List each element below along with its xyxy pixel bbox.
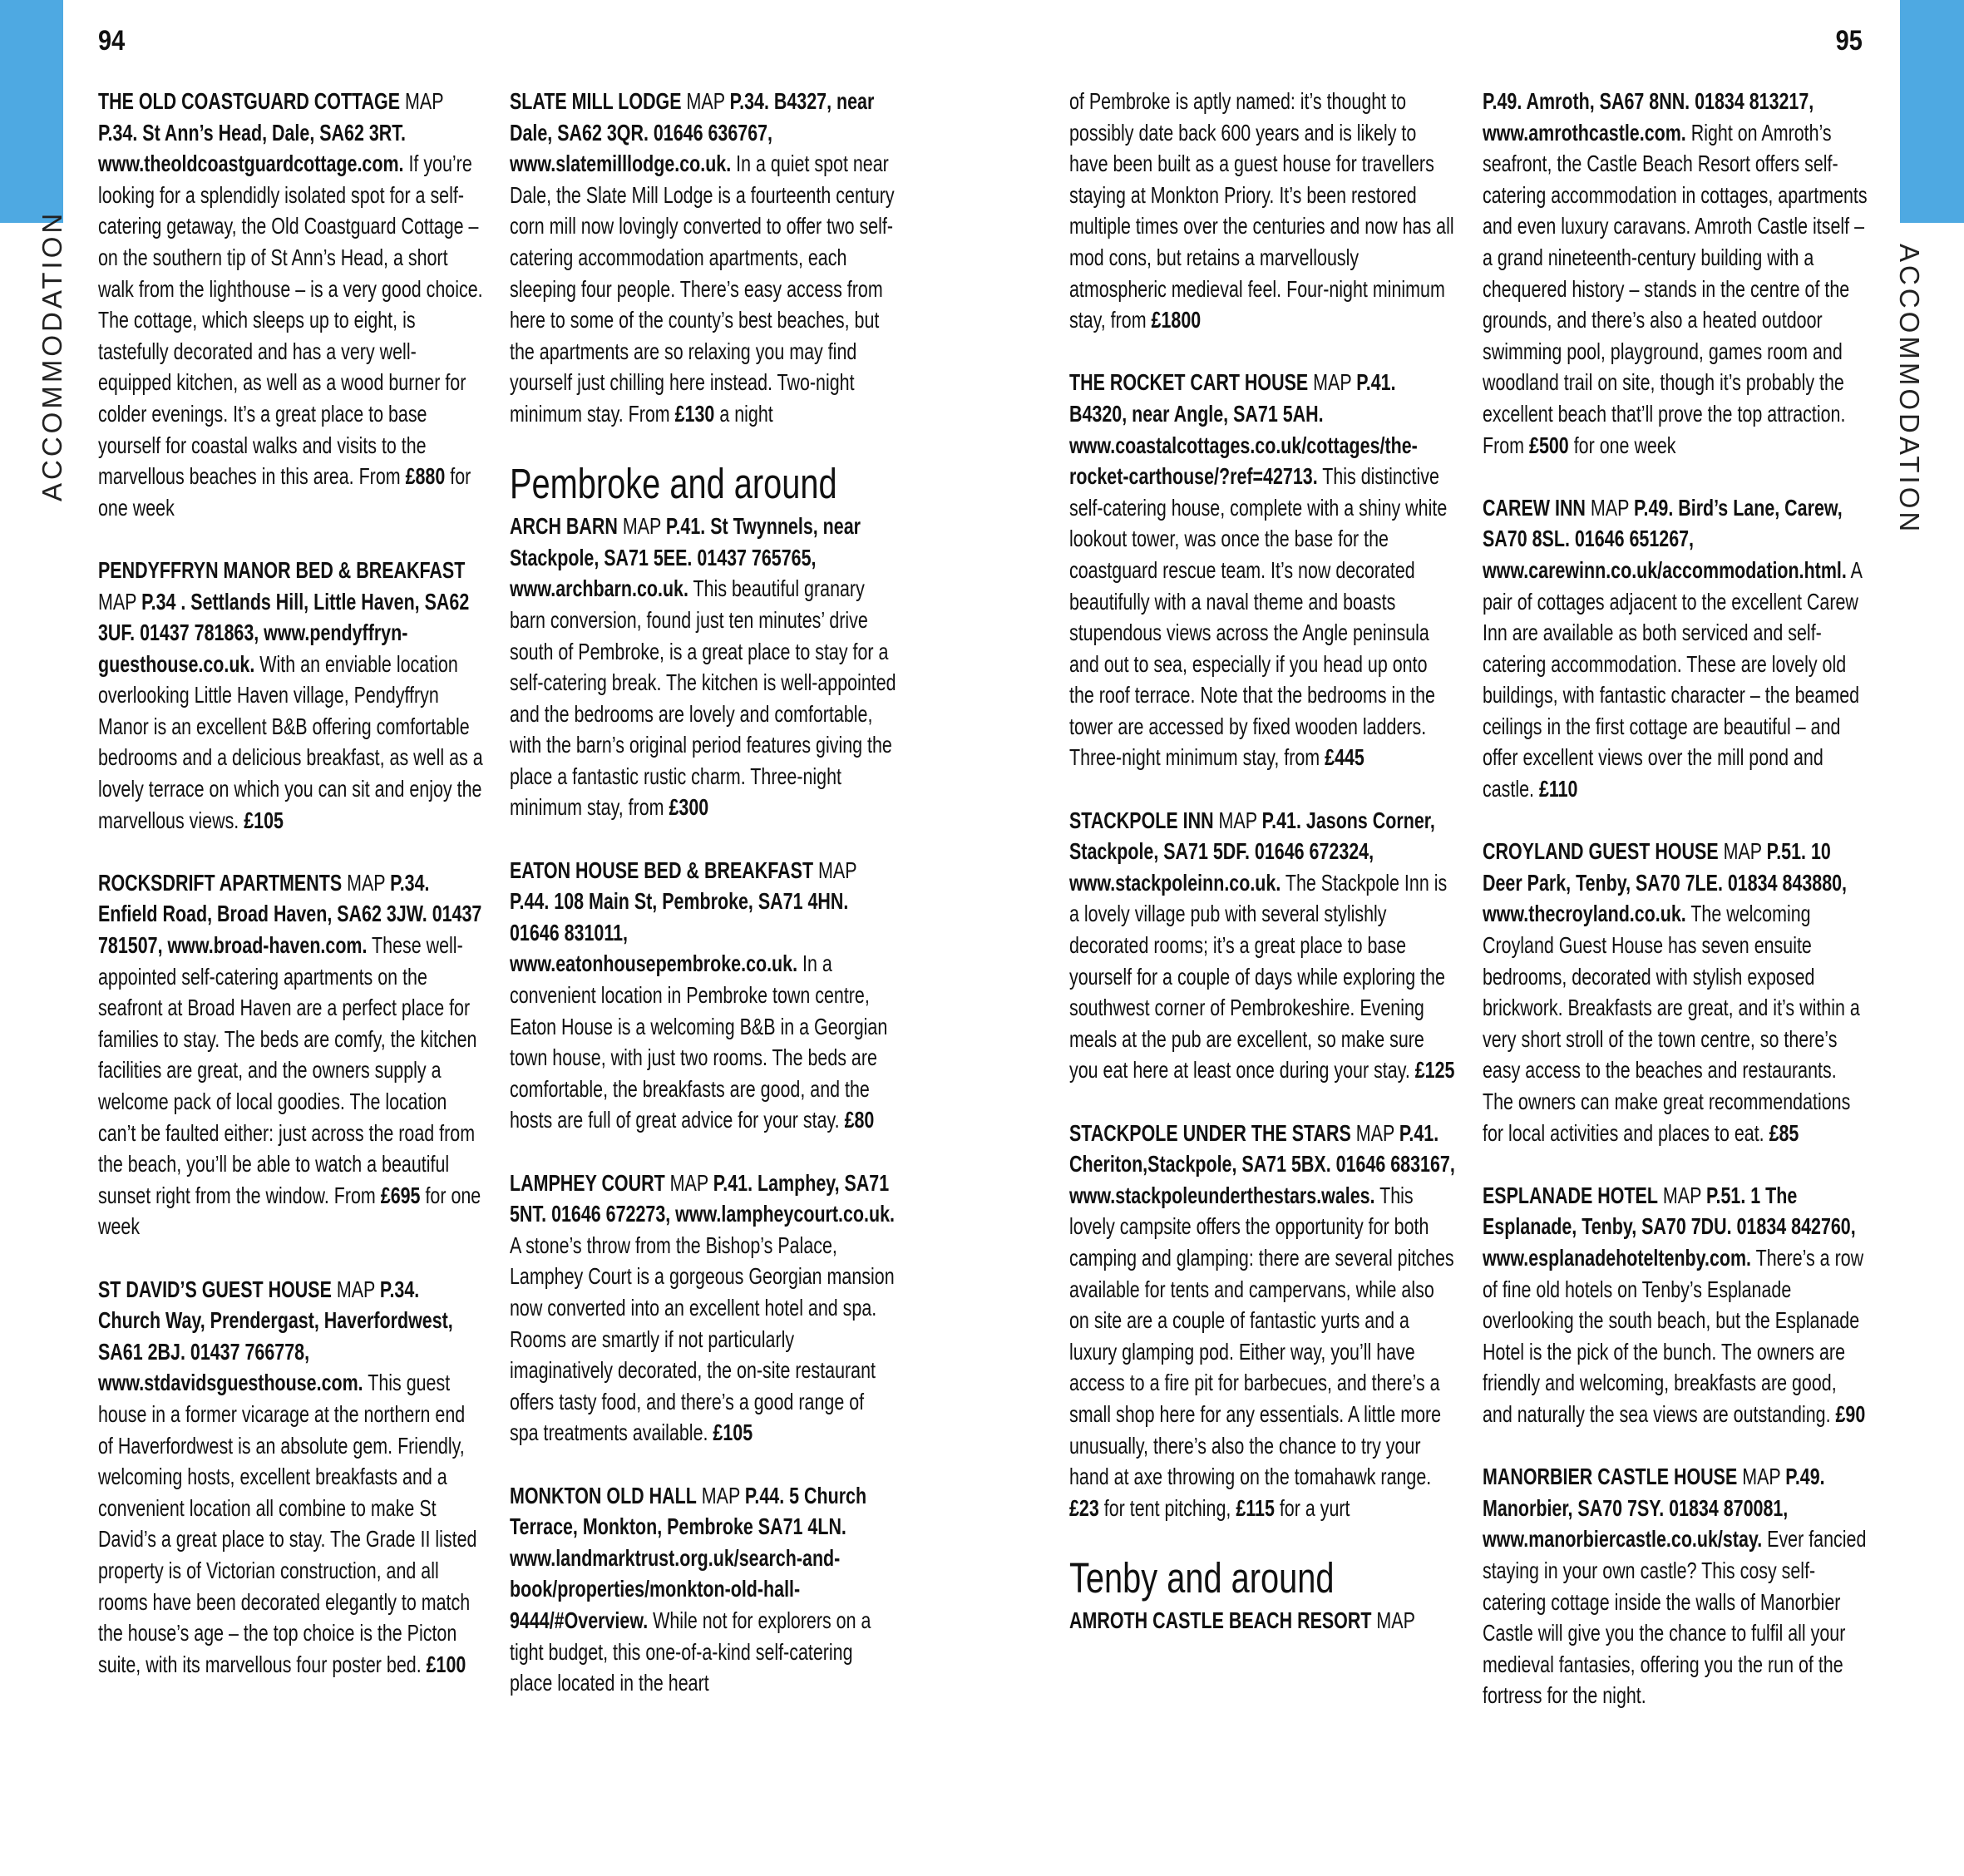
listing-text: MAP <box>331 1276 380 1302</box>
listing-bold-text: £880 <box>405 463 446 490</box>
listing-bold-text: EATON HOUSE BED & BREAKFAST <box>510 857 814 883</box>
listing-bold-text: P.41. Lamphey, SA71 5NT. 01646 672273, www.lampheycourt.co.uk. <box>510 1169 895 1227</box>
listing-bold-text: STACKPOLE UNDER THE STARS <box>1069 1119 1351 1146</box>
listing-text: If you’re looking for a splendidly isolated spot for a self-catering getaway, the Old Coastguard Cottage – on the southern tip of St Ann’s Head, a short walk from the lighthouse – is a very good choice. The cottage, which sleeps up to eight, is tastefully decorated and has a very well-equipped kitchen, as well as a wood burner for colder evenings. It’s a great place to base yourself for coastal walks and visits to the marvellous beaches in this area. From <box>98 151 483 490</box>
listing-text: This distinctive self-catering house, complete with a shiny white lookout tower, was once the base for the coastguard rescue team. It’s now decorated beautifully with a naval theme and boasts stupendous views across the Angle peninsula and out to sea, especially if you head up onto the roof terrace. Note that the bedrooms in the tower are accessed by fixed wooden ladders. Three-night minimum stay, from <box>1069 463 1448 771</box>
listing-bold-text: P.41. B4320, near Angle, SA71 5AH. www.coastalcottages.co.uk/cottages/the-rocket-carthouse/?ref=42713. <box>1069 369 1418 490</box>
listing-bold-text: P.49. Bird’s Lane, Carew, SA70 8SL. 01646 651267, www.carewinn.co.uk/accommodation.html. <box>1483 494 1847 583</box>
listing-text: MAP <box>98 588 142 615</box>
listing-text: MAP <box>1213 807 1262 833</box>
listing-bold-text: AMROTH CASTLE BEACH RESORT <box>1069 1607 1372 1633</box>
listing-entry <box>1069 367 1456 773</box>
listing-bold-text: P.49. Amroth, SA67 8NN. 01834 813217, www.amrothcastle.com. <box>1483 88 1814 146</box>
listing-text: for one week <box>1568 432 1676 458</box>
listing-bold-text: £100 <box>426 1651 466 1677</box>
listing-bold-text: £1800 <box>1151 307 1202 333</box>
listing-bold-text: THE OLD COASTGUARD COTTAGE <box>98 88 401 114</box>
listing-entry <box>1069 1605 1456 1637</box>
listing-text: MAP <box>1657 1182 1706 1208</box>
listing-text: MAP <box>681 88 730 114</box>
listing-entry <box>510 855 896 1136</box>
listing-bold-text: P.44. 108 Main St, Pembroke, SA71 4HN. 01646 831011, www.eatonhousepembroke.co.uk. <box>510 888 849 977</box>
listing-bold-text: P.34. Church Way, Prendergast, Haverfordwest, SA61 2BJ. 01437 766778, www.stdavidsguesthouse.com. <box>98 1276 453 1396</box>
text-column-3 <box>1069 86 1456 1667</box>
listing-bold-text: LAMPHEY COURT <box>510 1169 665 1196</box>
listing-text: MAP <box>1308 369 1357 396</box>
text-column-4 <box>1483 86 1869 1742</box>
section-heading: Pembroke and around <box>510 460 837 508</box>
listing-text: The welcoming Croyland Guest House has seven ensuite bedrooms, decorated with stylish exposed brickwork. Breakfasts are great, and it’s within a very short stroll of the town centre, so there’s easy access to the beaches and restaurants. The owners can make great recommendations for local activities and places to eat. <box>1483 901 1860 1146</box>
listing-text: of Pembroke is aptly named: it’s thought to possibly date back 600 years and is likely to have been built as a guest house for travellers staying at Monkton Priory. It’s been restored multiple times over the centuries and now has all mod cons, but retains a marvellously atmospheric medieval feel. Four-night minimum stay, from <box>1069 88 1454 333</box>
listing-text: In a quiet spot near Dale, the Slate Mill Lodge is a fourteenth century corn mill now lovingly converted to offer two self-catering accommodation apartments, each sleeping four people. There’s easy access from here to some of the county’s best beaches, but the apartments are so relaxing you may find yourself just chilling here instead. Two-night minimum stay. From <box>510 151 895 427</box>
section-label-right: ACCOMMODATION <box>1894 244 1925 536</box>
listing-entry <box>510 511 896 823</box>
listing-bold-text: P.49. Manorbier, SA70 7SY. 01834 870081, www.manorbiercastle.co.uk/stay. <box>1483 1464 1825 1553</box>
section-label-left: ACCOMMODATION <box>37 210 67 501</box>
listing-bold-text: P.34. St Ann’s Head, Dale, SA62 3RT. www.theoldcoastguardcottage.com. <box>98 119 406 177</box>
listing-entry <box>510 1168 896 1449</box>
listing-bold-text: MANORBIER CASTLE HOUSE <box>1483 1464 1738 1490</box>
listing-text: MAP <box>1718 838 1767 865</box>
listing-entry <box>1483 86 1869 461</box>
listing-entry <box>98 867 485 1242</box>
listing-bold-text: £90 <box>1835 1400 1866 1427</box>
listing-text: for one week <box>98 1182 481 1240</box>
listing-entry <box>1483 836 1869 1148</box>
listing-bold-text: P.41. Cheriton,Stackpole, SA71 5BX. 01646 683167, www.stackpoleunderthestars.wales. <box>1069 1119 1455 1208</box>
listing-bold-text: P.44. 5 Church Terrace, Monkton, Pembroke SA71 4LN. www.landmarktrust.org.uk/search-and-book/properties/monkton-old-hall-9444/#Overview. <box>510 1482 867 1633</box>
listing-text: MAP <box>1350 1119 1399 1146</box>
listing-entry <box>1069 86 1456 336</box>
listing-text: for tent pitching, <box>1098 1494 1236 1521</box>
listing-text: for one week <box>98 463 471 521</box>
listing-text: MAP <box>1585 494 1634 521</box>
listing-entry <box>1483 492 1869 805</box>
listing-bold-text: £500 <box>1529 432 1569 458</box>
listing-text: A pair of cottages adjacent to the excellent Carew Inn are available as both serviced and self-catering accommodation. These are lovely old buildings, with fantastic character – the beamed ceilings in the first cottage are beautiful – and offer excellent views over the mill pond and castle. <box>1483 556 1862 802</box>
listing-bold-text: SLATE MILL LODGE <box>510 88 682 114</box>
listing-text: MAP <box>696 1482 745 1508</box>
listing-entry <box>1483 1461 1869 1711</box>
listing-bold-text: CROYLAND GUEST HOUSE <box>1483 838 1719 865</box>
listing-bold-text: ESPLANADE HOTEL <box>1483 1182 1658 1208</box>
listing-entry <box>510 86 896 430</box>
listing-bold-text: £300 <box>669 794 709 821</box>
listing-bold-text: £105 <box>244 807 284 833</box>
listing-text: The Stackpole Inn is a lovely village pub with several stylishly decorated rooms; it’s a great place to base yourself for a couple of days while exploring the southwest corner of Pembrokeshire. Evening meals at the pub are excellent, so make sure you eat here at least once during your stay. <box>1069 869 1448 1084</box>
listing-bold-text: £130 <box>674 400 715 427</box>
listing-bold-text: P.34 . Settlands Hill, Little Haven, SA62 3UF. 01437 781863, www.pendyffryn-guesthouse.co.uk. <box>98 588 470 677</box>
section-heading: Tenby and around <box>1069 1553 1335 1602</box>
listing-bold-text: P.34. Enfield Road, Broad Haven, SA62 3JW. 01437 781507, www.broad-haven.com. <box>98 869 482 959</box>
listing-bold-text: £85 <box>1769 1119 1799 1146</box>
section-tab-right <box>1900 0 1964 223</box>
listing-text: MAP <box>1371 1607 1415 1633</box>
listing-bold-text: £80 <box>844 1107 875 1133</box>
listing-bold-text: £125 <box>1414 1057 1455 1084</box>
listing-bold-text: ROCKSDRIFT APARTMENTS <box>98 869 343 896</box>
section-tab-left <box>0 0 63 223</box>
listing-text: With an enviable location overlooking Little Haven village, Pendyffryn Manor is an excellent B&B offering comfortable bedrooms and a delicious breakfast, as well as a lovely terrace on which you can sit and enjoy the marvellous views. <box>98 650 483 833</box>
listing-bold-text: ST DAVID’S GUEST HOUSE <box>98 1276 332 1302</box>
listing-entry <box>98 1274 485 1681</box>
listing-bold-text: P.41. Jasons Corner, Stackpole, SA71 5DF. 01646 672324, www.stackpoleinn.co.uk. <box>1069 807 1435 896</box>
listing-bold-text: P.51. 10 Deer Park, Tenby, SA70 7LE. 01834 843880, www.thecroyland.co.uk. <box>1483 838 1848 927</box>
listing-entry <box>1483 1180 1869 1430</box>
listing-text: MAP <box>1737 1464 1786 1490</box>
listing-bold-text: P.34. B4327, near Dale, SA62 3QR. 01646 636767, www.slatemilllodge.co.uk. <box>510 88 875 177</box>
listing-entry <box>510 1480 896 1699</box>
listing-text: Right on Amroth’s seafront, the Castle Beach Resort offers self-catering accommodation in cottages, apartments and even luxury caravans. Amroth Castle itself – a grand nineteenth-century building with a chequered history – stands in the centre of the grounds, and there’s also a heated outdoor swimming pool, playground, games room and woodland trail on site, though it’s probably the excellent beach that’ll prove the top attraction. From <box>1483 119 1868 458</box>
listing-bold-text: P.51. 1 The Esplanade, Tenby, SA70 7DU. 01834 842760, www.esplanadehoteltenby.com. <box>1483 1182 1856 1271</box>
listing-text: MAP <box>664 1169 713 1196</box>
listing-text: While not for explorers on a tight budget, this one-of-a-kind self-catering place located in the heart <box>510 1607 871 1696</box>
text-column-2 <box>510 86 896 1730</box>
listing-entry <box>1069 805 1456 1086</box>
listing-bold-text: £105 <box>713 1419 753 1446</box>
page-number-left: 94 <box>98 25 126 57</box>
listing-text: for a yurt <box>1274 1494 1350 1521</box>
listing-text: MAP <box>617 513 666 540</box>
listing-text: A stone’s throw from the Bishop’s Palace, Lamphey Court is a gorgeous Georgian mansion now converted into an excellent hotel and spa. Rooms are smartly if not particularly imaginatively decorated, the on-site restaurant offers tasty food, and there’s a good range of spa treatments available. <box>510 1232 895 1446</box>
listing-text: In a convenient location in Pembroke town centre, Eaton House is a welcoming B&B in a Georgian town house, with just two rooms. The beds are comfortable, the breakfasts are good, and the hosts are full of great advice for your stay. <box>510 950 888 1133</box>
listing-entry <box>98 555 485 836</box>
listing-bold-text: £110 <box>1538 776 1578 802</box>
listing-text: MAP <box>342 869 391 896</box>
listing-text: This beautiful granary barn conversion, found just ten minutes’ drive south of Pembroke, is a great place to stay for a self-catering break. The kitchen is well-appointed and the bedrooms are lovely and comfortable, with the barn’s original period features giving the place a fantastic rustic charm. Three-night minimum stay, from <box>510 575 896 821</box>
page-number-right: 95 <box>1835 25 1863 57</box>
listing-text: These well-appointed self-catering apartments on the seafront at Broad Haven are a perfect place for families to stay. The beds are comfy, the kitchen facilities are great, and the owners supply a welcome pack of local goodies. The location can’t be faulted either: just across the road from the beach, you’ll be able to watch a beautiful sunset right from the window. From <box>98 932 477 1208</box>
listing-entry <box>1069 1118 1456 1524</box>
listing-bold-text: £115 <box>1236 1494 1275 1521</box>
listing-bold-text: P.41. St Twynnels, near Stackpole, SA71 5EE. 01437 765765, www.archbarn.co.uk. <box>510 513 861 602</box>
listing-bold-text: ARCH BARN <box>510 513 618 540</box>
listing-text: MAP <box>400 88 444 114</box>
text-column-1 <box>98 86 485 1711</box>
listing-text: MAP <box>813 857 857 883</box>
listing-bold-text: MONKTON OLD HALL <box>510 1482 697 1508</box>
listing-text: a night <box>714 400 773 427</box>
listing-bold-text: £695 <box>380 1182 421 1208</box>
listing-bold-text: STACKPOLE INN <box>1069 807 1214 833</box>
listing-text: Ever fancied staying in your own castle? This cosy self-catering cottage inside the walls of Manorbier Castle will give you the chance to fulfil all your medieval fantasies, offering you the run of the fortress for the night. <box>1483 1526 1867 1709</box>
listing-bold-text: £23 <box>1069 1494 1099 1521</box>
listing-text: This guest house in a former vicarage at the northern end of Haverfordwest is an absolute gem. Friendly, welcoming hosts, excellent breakfasts and a convenient location all combine to make St David’s a great place to stay. The Grade II listed property is of Victorian construction, and all rooms have been decorated elegantly to match the house’s age – the top choice is the Picton suite, with its marvellous four poster bed. <box>98 1370 477 1677</box>
listing-bold-text: PENDYFFRYN MANOR BED & BREAKFAST <box>98 556 466 583</box>
listing-bold-text: CAREW INN <box>1483 494 1586 521</box>
listing-bold-text: £445 <box>1325 744 1364 771</box>
listing-bold-text: THE ROCKET CART HOUSE <box>1069 369 1309 396</box>
listing-entry <box>98 86 485 523</box>
listing-text: This lovely campsite offers the opportunity for both camping and glamping: there are several pitches available for tents and campervans, while also on site are a couple of fantastic yurts and a luxury glamping pod. Either way, you’ll have access to a fire pit for barbecues, and there’s a small shop here for any essentials. A little more unusually, there’s also the chance to try your hand at axe throwing on the tomahawk range. <box>1069 1182 1454 1490</box>
listing-text: There’s a row of fine old hotels on Tenby’s Esplanade overlooking the south beach, but the Esplanade Hotel is the pick of the bunch. The owners are friendly and welcoming, breakfasts are good, and naturally the sea views are outstanding. <box>1483 1244 1864 1427</box>
